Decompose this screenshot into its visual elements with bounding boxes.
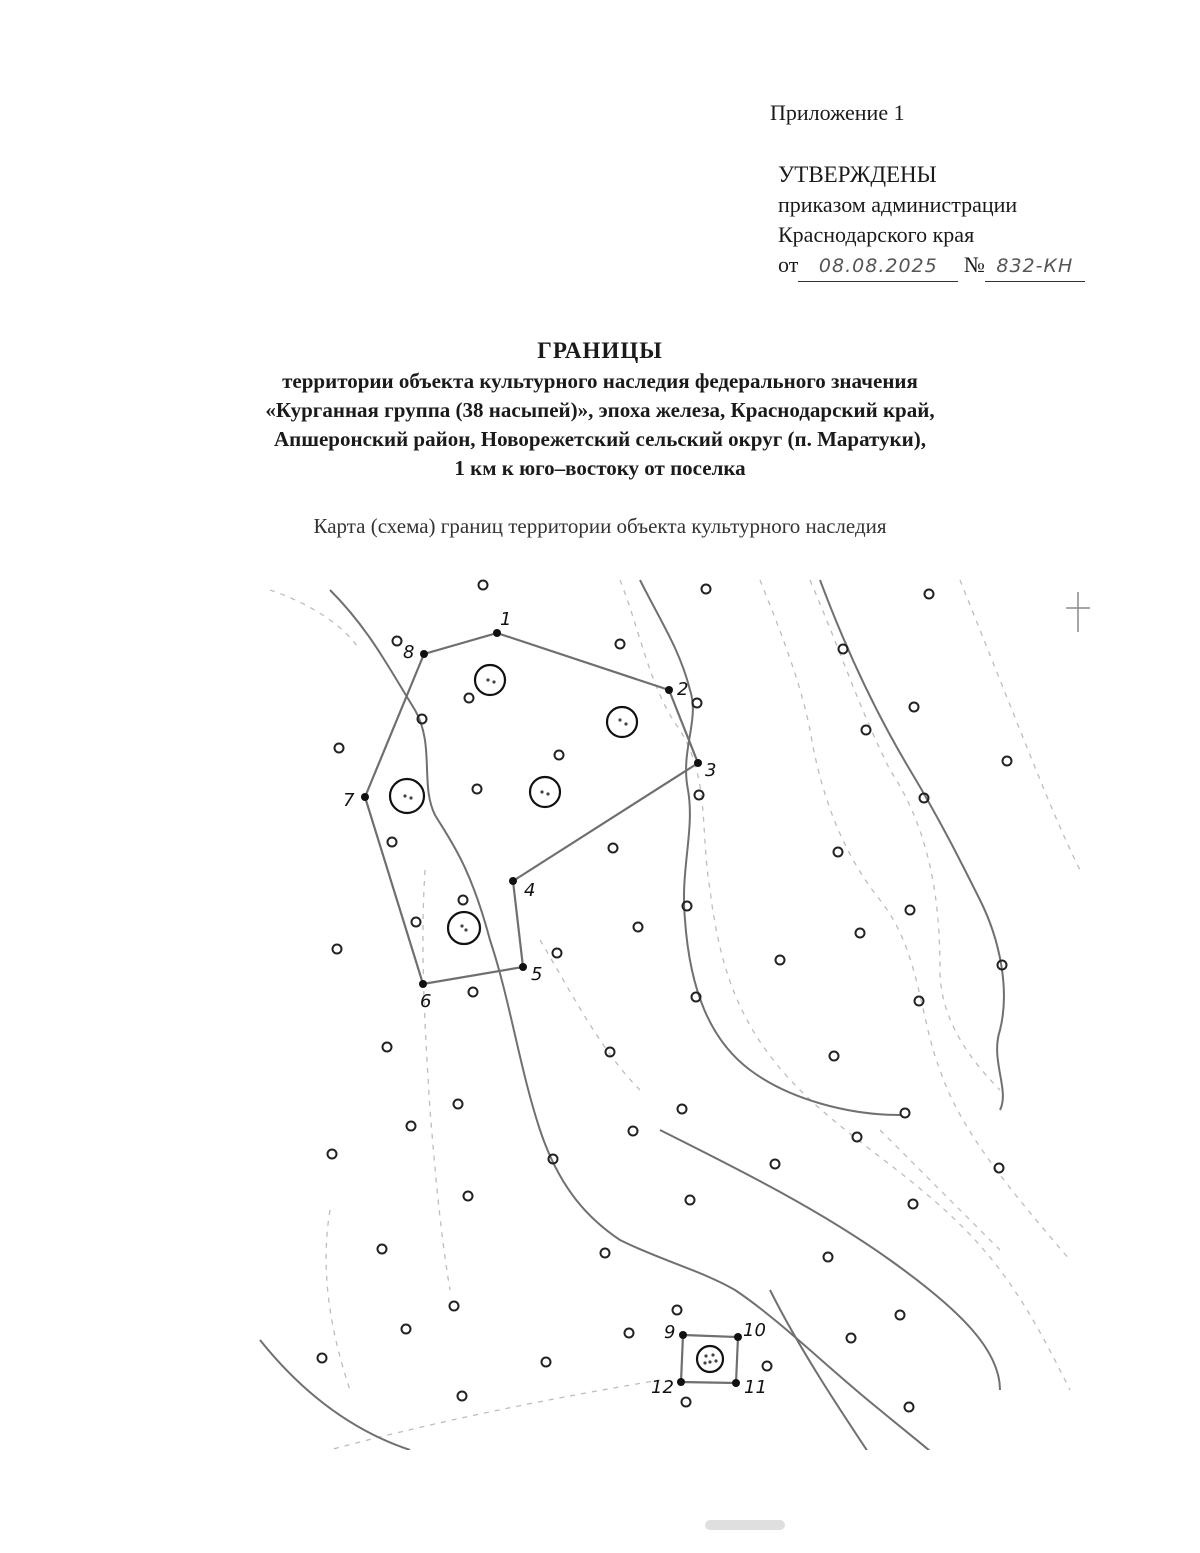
point-label-3: 3 (705, 760, 717, 781)
point-label-2: 2 (677, 679, 689, 700)
approval-block (778, 160, 1085, 282)
point-label-1: 1 (500, 609, 512, 630)
title-main: ГРАНИЦЫ (537, 338, 663, 363)
title-line-2: «Курганная группа (38 насыпей)», эпоха железа, Краснодарский край, (265, 398, 935, 422)
point-label-4: 4 (524, 880, 536, 901)
approved-heading: УТВЕРЖДЕНЫ (778, 162, 937, 187)
boundary-polygon-main (365, 633, 698, 984)
boundary-polygon-secondary (681, 1335, 738, 1383)
number-prefix: № (963, 252, 985, 277)
contour-lines (260, 580, 1080, 1450)
date-number-line (778, 250, 1085, 282)
scan-artifact (705, 1520, 785, 1530)
point-label-11: 11 (744, 1377, 767, 1398)
boundary-vertices (361, 629, 742, 1387)
number-value: 832-КН (985, 251, 1085, 282)
point-label-7: 7 (343, 790, 355, 811)
mound-markers (390, 665, 723, 1372)
appendix-label: Приложение 1 (770, 100, 905, 125)
point-label-8: 8 (403, 642, 415, 663)
point-label-6: 6 (420, 991, 432, 1012)
north-marker-icon (1066, 592, 1090, 632)
boundary-map (240, 570, 1100, 1450)
point-label-5: 5 (531, 964, 543, 985)
document-title (100, 335, 1100, 483)
point-label-10: 10 (743, 1320, 766, 1341)
point-label-9: 9 (664, 1322, 676, 1343)
date-prefix: от (778, 252, 799, 277)
title-line-4: 1 км к юго–востоку от поселка (454, 456, 746, 480)
map-caption: Карта (схема) границ территории объекта культурного наследия (313, 514, 887, 538)
date-value: 08.08.2025 (798, 251, 958, 282)
title-line-1: территории объекта культурного наследия федерального значения (282, 369, 918, 393)
title-line-3: Апшеронский район, Новорежетский сельский округ (п. Маратуки), (273, 427, 927, 451)
approved-by-line1: приказом администрации (778, 192, 1018, 217)
approved-by-line2: Краснодарского края (778, 222, 975, 247)
point-label-12: 12 (651, 1377, 674, 1398)
